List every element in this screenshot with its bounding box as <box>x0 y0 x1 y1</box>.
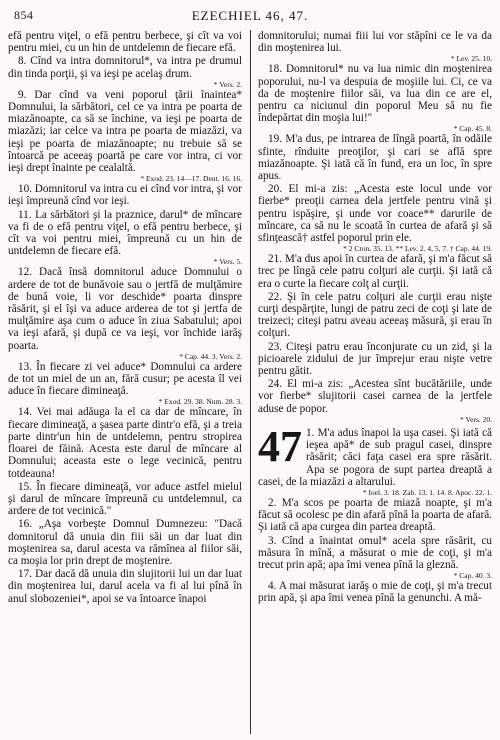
right-column <box>258 30 492 736</box>
verse: 19. M'a dus, pe intrarea de lîngă poartă, în odăile sfinte, rînduite preoţilor, şi cari se află spre miazănoapte. Şi iată că în fund, era un loc, în spre apus. <box>258 133 492 183</box>
verse: 8. Cînd va intra domnitorul*, va intra pe drumul din tinda porţii, şi va ieşi pe acelaş drum. <box>8 55 242 80</box>
verse: 1. M'a adus înapoi la uşa casei. Şi iată că ieşea apă* de sub pragul casei, dinspre răsărit; căci faţa casei era spre răsărit. Apa se pogora de supt partea dreaptă a casei, de la miazăzi a altarului. <box>258 426 492 488</box>
verse: 24. El mi-a zis: „Acestea sînt bucătăriile, unde vor fierbe* slujitorii casei carnea de la jertfele aduse de popor. <box>258 378 492 415</box>
chapter-block <box>258 421 492 605</box>
cross-reference: * Ioel. 3. 18. Zah. 13. 1. 14. 8. Apoc. 22. 1. <box>362 487 492 497</box>
verse: domnitorului; numai fiii lui vor stăpîni ce le va da din moştenirea lui. <box>258 30 492 55</box>
verse: 15. În fiecare dimineaţă, vor aduce astfel mielul şi darul de mîncare împreună cu untdelemnul, ca ardere de tot vecinică." <box>8 480 242 518</box>
right-verses <box>258 30 492 424</box>
verse: 16. „Aşa vorbeşte Domnul Dumnezeu: "Dacă domnitorul dă unuia din fiii săi un dar luat din moştenirea sa, darul acesta va rămînea al fiilor săi, ca moşia lor prin drept de moştenire. <box>8 518 242 567</box>
verse: 13. În fiecare zi vei aduce* Domnului ca ardere de tot un miel de un an, fără cusur; pe acesta îl vei aduce în fiecare dimineaţă. <box>8 360 242 398</box>
verse: 12. Dacă însă domnitorul aduce Domnului o ardere de tot de bunăvoie sau o jertfă de mulţămire de bună voie, li vor deschide* poarta dinspre răsărit, şi el îşi va aduce arderea de tot şi jertfa de mulţămire aşa cum o aduce în ziua Sabatului; apoi va ieşi afară, şi după ce va ieşi, vor închide iarăş poarta. <box>8 266 242 352</box>
cross-reference: * Vers. 2. <box>213 79 242 89</box>
cross-reference: * Cap. 40. 3. <box>453 571 492 581</box>
verse: 22. Şi în cele patru colţuri ale curţii erau nişte curţi despărţite, lungi de patru zeci de coţi şi late de treizeci; citeşi patru aveau aceeaş măsură, şi erau în colţuri. <box>258 290 492 340</box>
running-title: EZECHIEL 46, 47. <box>191 8 309 23</box>
page-header <box>14 8 486 26</box>
verse: 11. La sărbători şi la praznice, darul* de mîncare va fi de o efă pentru viţel, o efă pentru berbece, şi cît va voi pentru miei, împreună cu un hin de untdelemn de fiecare efă. <box>8 208 242 258</box>
cross-reference: * Cap. 45. 8. <box>453 124 492 134</box>
verse: 21. M'a dus apoi în curtea de afară, şi m'a făcut să trec pe lîngă cele patru colţuri ale curţii. Şi iată că era o curte la fiecare colţ al curţii. <box>258 253 492 290</box>
verse: 14. Vei mai adăuga la el ca dar de mîncare, în fiecare dimineaţă, a şasea parte dintr'o efă, şi a treia parte dintr'un hin de untdelemn, pentru stropirea floarei de făină. Acesta este darul de mîncare al Domnului; aceasta este o lege vecinică, pentru totdeauna! <box>8 406 242 480</box>
cross-reference: * Vers. 5. <box>213 257 242 267</box>
verse: 4. A mai măsurat iarăş o mie de coţi, şi m'a trecut prin apă, şi apa îmi venea pînă la genunchi. A mă- <box>258 580 492 605</box>
column-divider <box>250 30 251 734</box>
verse: 17. Dar dacă dă unuia din slujitorii lui un dar luat din moştenirea lui, darul acela va fi al lui pînă în anul slobozeniei*, apoi se va întoarce înapoi <box>8 568 242 605</box>
verse: efă pentru viţel, o efă pentru berbece, şi cît va voi pentru miei, cu un hin de untdelemn de fiecare efă. <box>8 30 242 55</box>
cross-reference: * Lev. 25. 10. <box>450 54 492 64</box>
verse: 9. Dar cînd va veni poporul ţării înaintea* Domnului, la sărbători, cel ce va intra pe poarta de miazănoapte, ca să se închine, va ieşi pe poarta de miazăzi; iar celce va intra pe poarta de miazăzi, va ieşi pe poarta de miazănoapte; nu trebuie să se întoarcă pe aceeaş poartă pe care vor intra, ci vor ieşi drept înainte pe cealaltă. <box>8 88 242 175</box>
left-column <box>8 30 242 736</box>
cross-reference: * Exod. 29. 38. Num. 28. 3. <box>158 397 242 407</box>
verse: 2. M'a scos pe poarta de miază noapte, şi m'a făcut să ocolesc pe din afară pînă la poarta de afară. Şi iată că apa curgea din partea dreaptă. <box>258 496 492 534</box>
cross-reference: * 2 Cron. 35. 13. ** Lev. 2. 4, 5, 7. † Cap. 44. 19. <box>343 244 492 254</box>
cross-reference: * Cap. 44. 3. Vers. 2. <box>179 351 242 361</box>
page-number: 854 <box>14 8 34 22</box>
chapter-number: 47 <box>258 421 302 471</box>
verse: 20. El mi-a zis: „Acesta este locul unde vor fierbe* preoţii carnea dela jertfele pentru vină şi pentru ispăşire, şi unde vor coace** darurile de mîncare, ca să nu le scoată în curtea de afară şi să sfinţească† astfel poporul prin ele. <box>258 183 492 245</box>
cross-reference: * Vers. 20. <box>460 414 492 424</box>
verse: 3. Cînd a înaintat omul* acela spre răsărit, cu măsura în mînă, a măsurat o mie de coţi, şi m'a trecut prin apă; apa îmi venea pînă la gleznă. <box>258 534 492 571</box>
cross-reference: * Exod. 23. 14—17. Deut. 16. 16. <box>140 174 242 184</box>
verse: 10. Domnitorul va intra cu ei cînd vor intra, şi vor ieşi împreună cînd vor ieşi. <box>8 183 242 208</box>
verse: 18. Domnitorul* nu va lua nimic din moştenirea poporului, nu-l va despuia de moşiile lui. Ci, ce va da de moştenire fiilor săi, va lua din ce are el, pentru ca niciunul din poporul Meu să nu fie îndepărtat din moşia lui!" <box>258 63 492 125</box>
verse: 23. Citeşi patru erau înconjurate cu un zid, şi la picioarele zidului de jur împrejur erau nişte vetre pentru gătit. <box>258 340 492 378</box>
